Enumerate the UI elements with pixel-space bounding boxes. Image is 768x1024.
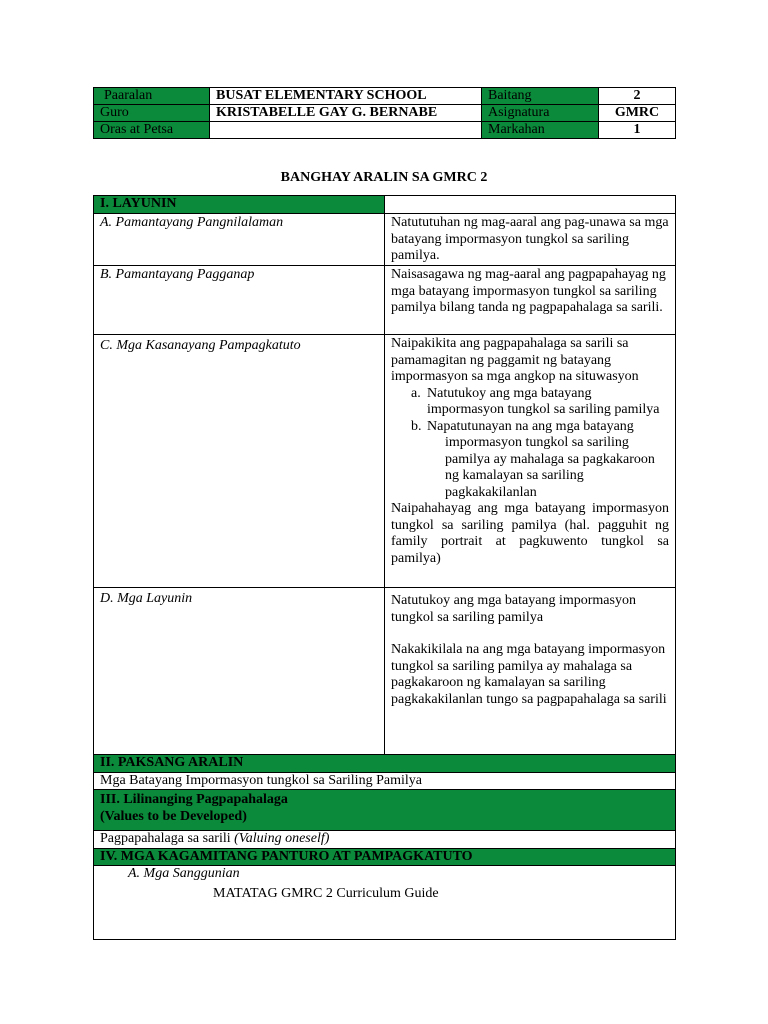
section-3-text-italic: (Valuing oneself) — [234, 831, 330, 846]
objectives-text-2: Nakakikilala na ang mga batayang impormasyon tungkol sa sariling pamilya ay mahalaga sa pagkakaroon ng kamalayan sa sariling pagkakakilanlan tungo sa pagpapahalaga sa sarili — [391, 642, 667, 707]
competency-item-b-marker: b. — [411, 418, 422, 434]
performance-standard-label: B. Pamantayang Pagganap — [94, 266, 385, 335]
header-value-time — [210, 122, 482, 139]
competency-item-b-text: Napatutunayan na ang mga batayang impormasyon tungkol sa sariling pamilya ay mahalaga sa pagkakaroon ng kamalayan sa sariling pagkakakilanlan — [427, 418, 655, 500]
section-3-heading-line1: III. Lilinanging Pagpapahalaga — [100, 792, 288, 807]
header-table — [93, 87, 676, 139]
section-1-heading-row — [94, 196, 676, 214]
header-label-quarter: Markahan — [482, 122, 599, 139]
section-4-content — [94, 866, 676, 940]
header-value-subject: GMRC — [599, 105, 676, 122]
competency-item-a — [411, 386, 669, 419]
document-title: BANGHAY ARALIN SA GMRC 2 — [280, 170, 488, 185]
row-performance-standard — [94, 266, 676, 335]
header-value-quarter: 1 — [599, 122, 676, 139]
row-content-standard — [94, 214, 676, 266]
section-2-heading-row — [94, 755, 676, 773]
header-row-time — [94, 122, 676, 139]
header-label-time: Oras at Petsa — [94, 122, 210, 139]
section-1-heading: I. LAYUNIN — [94, 196, 385, 214]
header-label-teacher: Guro — [94, 105, 210, 122]
section-3-text: Pagpapahalaga sa sarili — [100, 831, 235, 846]
competency-item-a-marker: a. — [411, 385, 421, 401]
content-standard-text: Natututuhan ng mag-aaral ang pag-unawa sa mga batayang impormasyon tungkol sa sariling pamilya. — [385, 214, 676, 266]
header-row-school — [94, 88, 676, 105]
section-3-heading-line2: (Values to be Developed) — [100, 808, 247, 824]
header-label-grade: Baitang — [482, 88, 599, 105]
references-text: MATATAG GMRC 2 Curriculum Guide — [213, 885, 439, 901]
learning-competencies-label: C. Mga Kasanayang Pampagkatuto — [94, 335, 385, 588]
header-row-teacher — [94, 105, 676, 122]
header-value-grade: 2 — [599, 88, 676, 105]
section-2-content-row — [94, 772, 676, 790]
content-standard-label: A. Pamantayang Pangnilalaman — [94, 214, 385, 266]
performance-standard-text: Naisasagawa ng mag-aaral ang pagpapahayag ng mga batayang impormasyon tungkol sa sariling pamilya bilang tanda ng pagpapahalaga sa sarili. — [385, 266, 676, 335]
section-4-heading: IV. MGA KAGAMITANG PANTURO AT PAMPAGKATUTO — [94, 848, 676, 866]
references-label: A. Mga Sanggunian — [128, 866, 240, 881]
learning-competencies-content — [385, 335, 676, 588]
header-label-school: Paaralan — [94, 88, 210, 105]
section-4-heading-row — [94, 848, 676, 866]
lesson-plan-table — [93, 195, 676, 940]
section-3-content — [94, 831, 676, 849]
section-4-content-row — [94, 866, 676, 940]
competencies-intro: Naipakikita ang pagpapahalaga sa sarili sa pamamagitan ng paggamit ng batayang impormasyon sa mga angkop na situwasyon — [391, 336, 639, 384]
competencies-outro: Naipahahayag ang mga batayang impormasyon tungkol sa sariling pamilya (hal. pagguhit ng family portrait at pagkuwento tungkol sa pamilya) — [391, 501, 669, 566]
objectives-content — [385, 588, 676, 755]
competency-item-a-text: Natutukoy ang mga batayang impormasyon tungkol sa sariling pamilya — [427, 385, 660, 417]
header-label-subject: Asignatura — [482, 105, 599, 122]
section-2-text: Mga Batayang Impormasyon tungkol sa Sariling Pamilya — [94, 772, 676, 790]
row-learning-competencies — [94, 335, 676, 588]
section-2-heading: II. PAKSANG ARALIN — [94, 755, 676, 773]
header-value-teacher: KRISTABELLE GAY G. BERNABE — [210, 105, 482, 122]
competency-item-b — [411, 419, 669, 502]
objectives-label: D. Mga Layunin — [94, 588, 385, 755]
section-3-content-row — [94, 831, 676, 849]
section-3-heading-row — [94, 790, 676, 831]
objectives-text-1: Natutukoy ang mga batayang impormasyon tungkol sa sariling pamilya — [391, 593, 636, 625]
section-3-heading — [94, 790, 676, 831]
section-1-heading-blank — [385, 196, 676, 214]
row-objectives — [94, 588, 676, 755]
header-value-school: BUSAT ELEMENTARY SCHOOL — [210, 88, 482, 105]
